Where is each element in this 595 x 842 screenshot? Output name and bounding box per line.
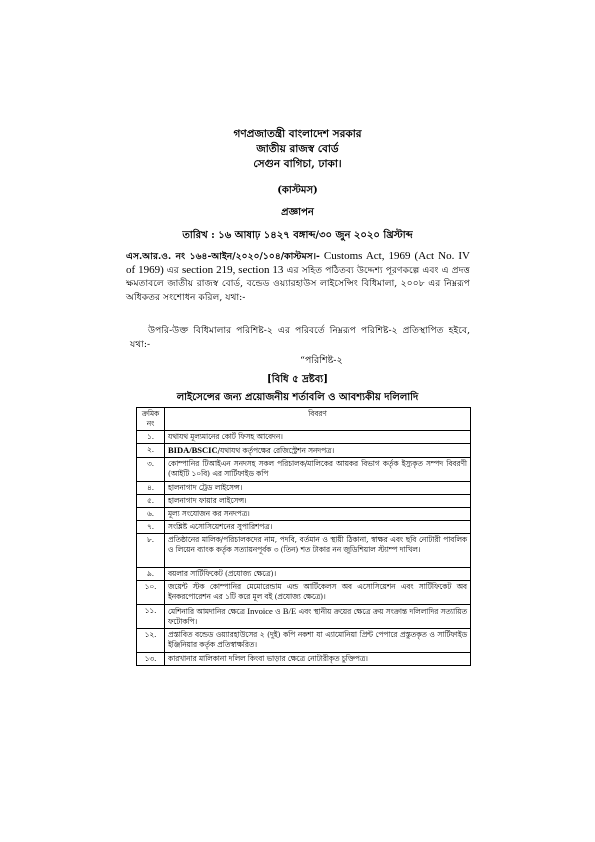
table-row [137,581,471,605]
row-text-mid: ও [272,607,283,616]
row-number: ৬. [137,508,165,521]
rule-reference: [বিধি ৫ দ্রষ্টব্য] [267,374,328,385]
section-reference: section 219, section 13 [181,263,284,276]
table-title: লাইসেন্সের জন্য প্রয়োজনীয় শর্তাবলি ও আবশ্যকীয় দলিলাদি [176,392,419,403]
row-latin-term-2: B/E [282,606,297,616]
government-title: গণপ্রজাতন্ত্রী বাংলাদেশ সরকার [233,128,362,140]
column-header-serial: ক্রমিক নং [137,408,165,431]
row-number: ১. [137,431,165,444]
row-number: ১০. [137,581,165,605]
table-row [137,495,471,508]
row-description: কারখানার মালিকানা দলিল কিংবা ভাড়ার ক্ষেত্রে নোটারীকৃত চুক্তিপত্র। [165,653,471,666]
annex-label: “পরিশিষ্ট-২ [300,355,343,366]
row-description: মূল্য সংযোজন কর সনদপত্র। [165,508,471,521]
board-title: জাতীয় রাজস্ব বোর্ড [256,143,339,155]
table-row [137,653,471,666]
row-description: হালনাগাদ ফায়ার লাইসেন্স। [165,495,471,508]
row-latin-term: Invoice [247,606,273,616]
row-text: /যথাযথ কর্তৃপক্ষের রেজিস্ট্রেশন সনদপত্র। [217,446,335,455]
table-row [137,482,471,495]
row-description: সংশ্লিষ্ট এসোসিয়েশনের সুপারিশপত্র। [165,521,471,534]
table-row [137,431,471,444]
table-row [137,629,471,653]
row-latin-term: BIDA/BSCIC [168,445,218,455]
row-number: ৮. [137,534,165,568]
row-number: ১৩. [137,653,165,666]
row-number: ৫. [137,495,165,508]
row-number: ২. [137,444,165,458]
order-text-part: এর [166,264,182,276]
requirements-table [136,407,471,666]
row-number: ১২. [137,629,165,653]
table-row [137,521,471,534]
notice-date: তারিখ : ১৬ আষাঢ় ১৪২৭ বঙ্গাব্দ/৩০ জুন ২০২০ খ্রিস্টাব্দ [182,230,413,241]
row-description: প্রস্তাবিত বন্ডেড ওয়্যারহাউসের ২ (দুই) কপি নকশা যা এ্যামোনিয়া প্রিন্ট পেপারে প্রস্তুতকৃত ও সার্টিফাইড ইঞ্জিনিয়ার কর্তৃক প্রতিস্বাক্ষরিত। [165,629,471,653]
row-number: ৩. [137,458,165,482]
order-paragraph [126,250,470,304]
row-description: হালনাগাদ ট্রেড লাইসেন্স। [165,482,471,495]
table-header-row [137,408,471,431]
table-row [137,605,471,629]
row-description: যথাযথ মূল্যমানের কোর্ট ফিসহ আবেদন। [165,431,471,444]
order-text-rest: এর সহিত পঠিতব্য উদ্দেশ্য পূরণকল্পে এবং এ প্রদত্ত ক্ষমতাবলে জাতীয় রাজস্ব বোর্ড, বন্ডেড ওয়্যারহাউস লাইসেন্সিং বিধিমালা, ২০০৮ এর নিম্নরূপ অধিকতর সংশোধন করিল, যথা:- [126,264,470,303]
row-text-pre: মেশিনারি আমদানির ক্ষেত্রে [168,607,248,616]
row-number: ৭. [137,521,165,534]
row-number: ৪. [137,482,165,495]
table-row [137,568,471,581]
substitution-text: উপরি-উক্ত বিধিমালার পরিশিষ্ট-২ এর পরিবর্তে নিম্নরূপ পরিশিষ্ট-২ প্রতিস্থাপিত হইবে, যথা:- [130,325,470,350]
row-description: প্রতিষ্ঠানের মালিক/পরিচালকদের নাম, পদবি, বর্তমান ও স্থায়ী ঠিকানা, স্বাক্ষর এবং ছবি নোটারী পাবলিক ও লিয়েন ব্যাংক কর্তৃক সত্যায়নপূর্বক ৩ (তিন) শত টাকার নন জুডিশিয়াল স্ট্যাম্প দাখিল। [165,534,471,568]
department-label: (কাস্টমস) [277,185,318,196]
act-reference: Customs Act, 1969 (Act No. IV of 1969) [126,250,470,276]
row-description: বয়লার সার্টিফিকেট (প্রযোজ্য ক্ষেত্রে)। [165,568,471,581]
table-row [137,444,471,458]
office-location: সেগুন বাগিচা, ঢাকা। [253,158,342,170]
substitution-paragraph [130,324,470,351]
table-row [137,508,471,521]
table-row [137,458,471,482]
notice-heading: প্রজ্ঞাপন [281,207,314,218]
table-row [137,534,471,568]
sro-reference: এস.আর.ও. নং ১৬৪-আইন/২০২০/১০৪/কাস্টমস।- [126,251,320,262]
row-number: ১১. [137,605,165,629]
column-header-description: বিবরণ [165,408,471,431]
row-description: কোম্পানির টিআইএন সনদসহ সকল পরিচালক/মালিকের আয়কর বিভাগ কর্তৃক ইস্যুকৃত সম্পদ বিবরণী (আইটি ১০বি) এর সার্টিফাইড কপি [165,458,471,482]
row-description [165,444,471,458]
row-text: এবং স্থানীয় ক্রয়ের ক্ষেত্রে ক্রয় সংক্রান্ত দলিলাদির সত্যায়িত ফটোকপি। [168,607,467,626]
row-description: জয়েন্ট স্টক কোম্পানির মেমোরেন্ডাম এন্ড আর্টিকেলস অব এসোসিয়েশন এবং সার্টিফিকেট অব ইনকরপোরেশন এর ১টি করে মূল বই (প্রযোজ্য ক্ষেত্রে)। [165,581,471,605]
row-description [165,605,471,629]
row-number: ৯. [137,568,165,581]
